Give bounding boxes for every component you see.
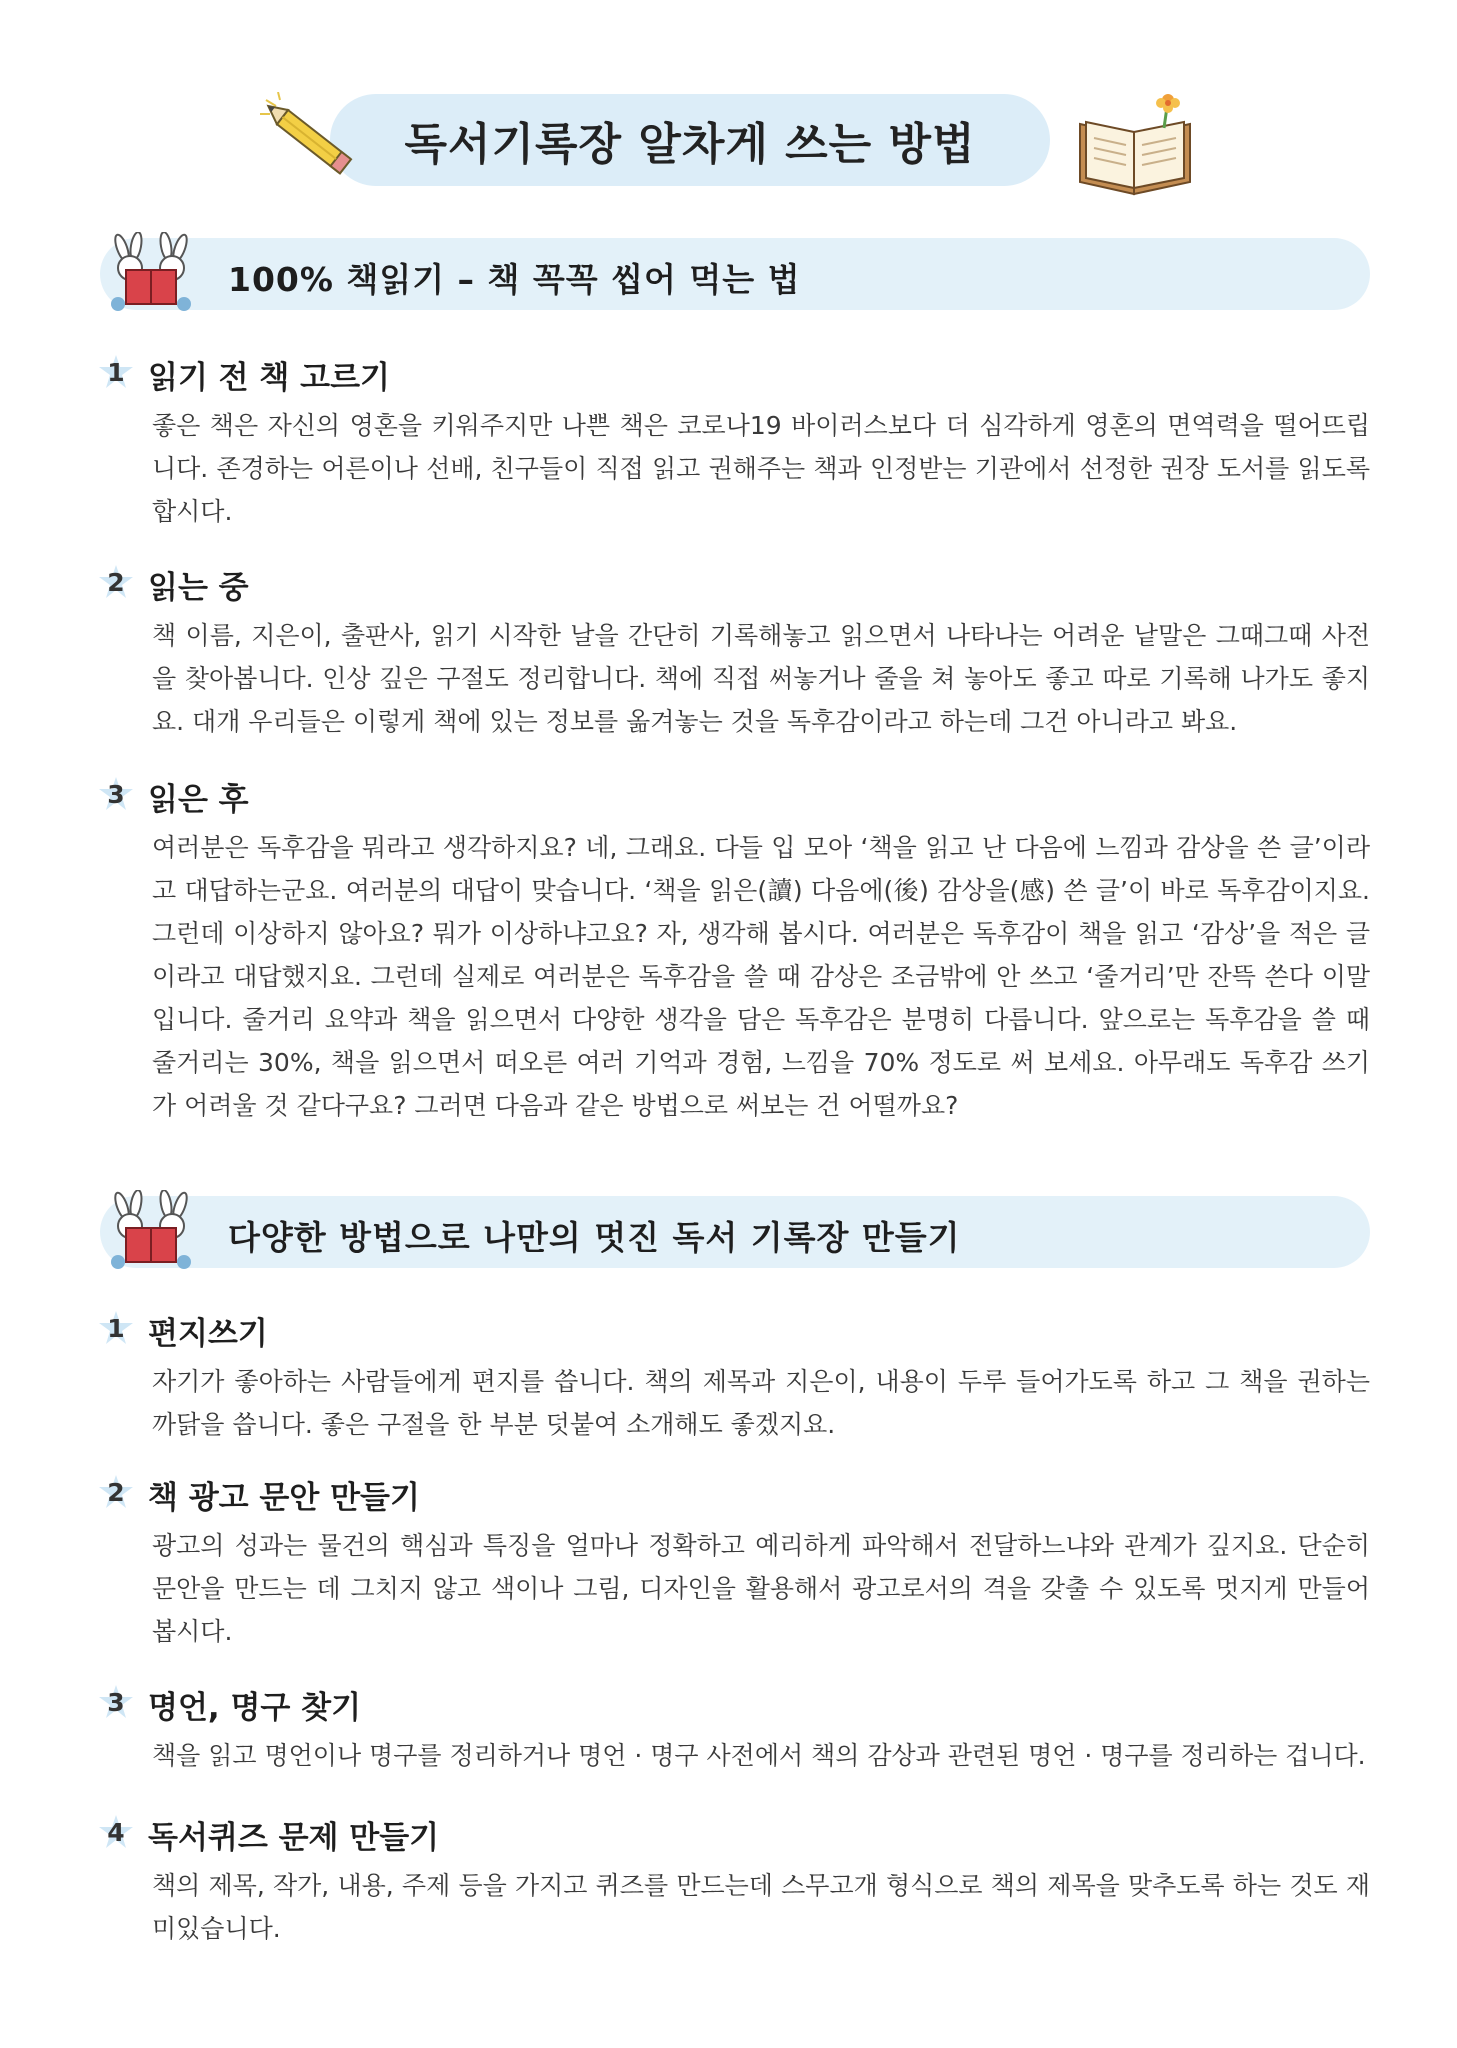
item-title: 편지쓰기 [148, 1316, 268, 1352]
item-number: 3 [107, 779, 125, 809]
item-title: 읽는 중 [148, 570, 249, 606]
item-number: 3 [107, 1687, 125, 1717]
item-title: 읽은 후 [148, 782, 249, 818]
item-body: 여러분은 독후감을 뭐라고 생각하지요? 네, 그래요. 다들 입 모아 ‘책을 읽고 난 다음에 느낌과 감상을 쓴 글’이라고 대답하는군요. 여러분의 대답이 맞습니다. ‘책을 읽은(讀) 다음에(後) 감상을(感) 쓴 글’이 바로 독후감이지요. 그런데 이상하지 않아요? 뭐가 이상하냐고요? 자, 생각해 봅시다. 여러분은 독후감이 책을 읽고 ‘감상’을 적은 글이라고 대답했지요. 그런데 실제로 여러분은 독후감을 쓸 때 감상은 조금밖에 안 쓰고 ‘줄거리’만 잔뜩 쓴다 이말 입니다. 줄거리 요약과 책을 읽으면서 다양한 생각을 담은 독후감은 분명히 다릅니다. 앞으로는 독후감을 쓸 때 줄거리는 30%, 책을 읽으면서 떠오른 여러 기억과 경험, 느낌을 70% 정도로 써 보세요. 아무래도 독후감 쓰기가 어려울 것 같다구요? 그러면 다음과 같은 방법으로 써보는 건 어떨까요? [152, 833, 1370, 1120]
item-title: 읽기 전 책 고르기 [148, 360, 390, 396]
item-number: 2 [107, 567, 125, 597]
item-title: 책 광고 문안 만들기 [148, 1480, 420, 1516]
section-title-1: 100% 책읽기 – 책 꼭꼭 씹어 먹는 법 [228, 260, 801, 299]
item-number: 2 [107, 1477, 125, 1507]
item-title: 독서퀴즈 문제 만들기 [148, 1820, 440, 1856]
open-book-icon [1072, 94, 1202, 204]
item-body: 좋은 책은 자신의 영혼을 키워주지만 나쁜 책은 코로나19 바이러스보다 더 심각하게 영혼의 면역력을 떨어뜨립니다. 존경하는 어른이나 선배, 친구들이 직접 읽고 권해주는 책과 인정받는 기관에서 선정한 권장 도서를 읽도록 합시다. [152, 411, 1370, 526]
item-title: 명언, 명구 찾기 [148, 1690, 362, 1726]
item-number: 4 [107, 1817, 125, 1847]
section-title-2: 다양한 방법으로 나만의 멋진 독서 기록장 만들기 [228, 1218, 961, 1257]
bunnies-reading-icon [100, 232, 200, 312]
item-body: 책 이름, 지은이, 출판사, 읽기 시작한 날을 간단히 기록해놓고 읽으면서 나타나는 어려운 낱말은 그때그때 사전을 찾아봅니다. 인상 깊은 구절도 정리합니다. 책에 직접 써놓거나 줄을 쳐 놓아도 좋고 따로 기록해 나가도 좋지요. 대개 우리들은 이렇게 책에 있는 정보를 옮겨놓는 것을 독후감이라고 하는데 그건 아니라고 봐요. [152, 621, 1370, 736]
item-number: 1 [107, 1313, 125, 1343]
page-title: 독서기록장 알차게 쓰는 방법 [404, 119, 976, 170]
bunnies-reading-icon [100, 1190, 200, 1270]
item-number: 1 [107, 357, 125, 387]
item-body: 책의 제목, 작가, 내용, 주제 등을 가지고 퀴즈를 만드는데 스무고개 형식으로 책의 제목을 맞추도록 하는 것도 재미있습니다. [152, 1871, 1370, 1943]
item-body: 광고의 성과는 물건의 핵심과 특징을 얼마나 정확하고 예리하게 파악해서 전달하느냐와 관계가 깊지요. 단순히 문안을 만드는 데 그치지 않고 색이나 그림, 디자인을 활용해서 광고로서의 격을 갖출 수 있도록 멋지게 만들어 봅시다. [152, 1531, 1370, 1646]
item-body: 책을 읽고 명언이나 명구를 정리하거나 명언 · 명구 사전에서 책의 감상과 관련된 명언 · 명구를 정리하는 겁니다. [152, 1741, 1366, 1770]
item-body: 자기가 좋아하는 사람들에게 편지를 씁니다. 책의 제목과 지은이, 내용이 두루 들어가도록 하고 그 책을 권하는 까닭을 씁니다. 좋은 구절을 한 부분 덧붙여 소개해도 좋겠지요. [152, 1367, 1370, 1439]
